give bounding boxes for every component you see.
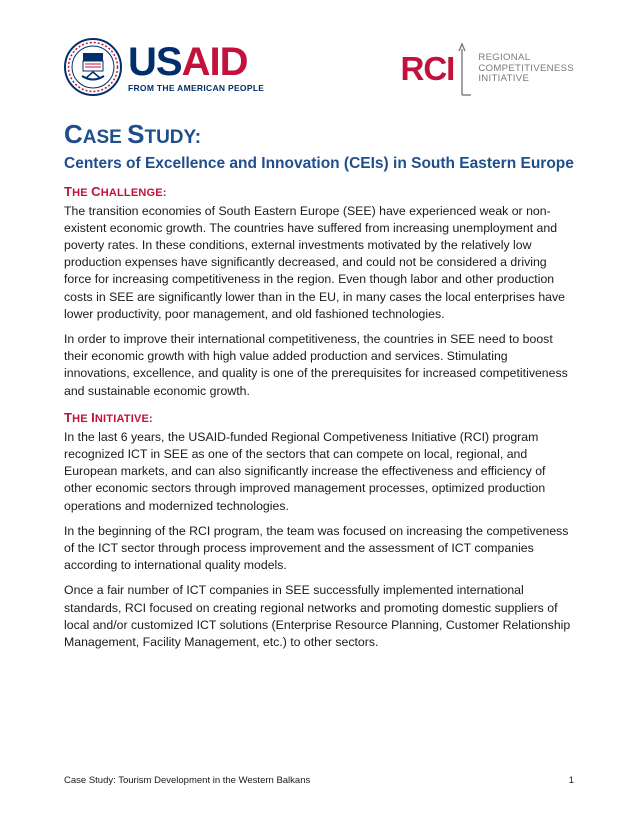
rci-name: REGIONAL COMPETITIVENESS INITIATIVE (478, 52, 574, 85)
paragraph: Once a fair number of ICT companies in SEE successfully implemented international standards, RCI focused on creating regional networks and promoting domestic suppliers of local and/or customized ICT solutions (Enterprise Resource Planning, Customer Relationship Management, Facility Management, etc.) to other sectors. (64, 583, 571, 649)
paragraph: In the last 6 years, the USAID-funded Regional Competiveness Initiative (RCI) program recognized ICT in SEE as one of the sectors that can compete on local, regional, and European markets, and can also significantly increase the effectiveness and efficiency of other economic sectors through improved management processes, optimized production operations and modernized technologies. (64, 429, 546, 513)
rci-logo (401, 38, 575, 100)
footer-text: Case Study: Tourism Development in the Western Balkans (64, 775, 311, 786)
page-subtitle: Centers of Excellence and Innovation (CEIs) in South Eastern Europe (64, 155, 574, 172)
section-heading-challenge: THE CHALLENGE: (64, 183, 167, 199)
usaid-tagline: FROM THE AMERICAN PEOPLE (128, 82, 265, 93)
usaid-seal-icon (64, 38, 122, 96)
header-logos (64, 38, 574, 108)
paragraph: In order to improve their international competitiveness, the countries in SEE need to boost their economic growth with high value added production and services. Stimulating innovations, excellence, and quality is one of the prerequisites for increased competitiveness and sustainable economic growth. (64, 331, 568, 398)
page-title: CASE STUDY: (64, 119, 202, 149)
paragraph: The transition economies of South Eastern Europe (SEE) have experienced weak or non-existent economic growth. The countries have suffered from increasing unemployment and poverty rates. In these conditions, external investments motivated by the relatively low production expenses have significantly decreased, and could not be considered a driving force for increasing competitiveness in the region. Even though labor and other production costs in SEE are significantly lower than in the EU, in many cases the local enterprises have lower productivity, poor management, and old fashioned technologies. (64, 203, 566, 321)
paragraph: In the beginning of the RCI program, the team was focused on increasing the competiveness of the ICT sector through process improvement and the assessment of ICT companies according to international quality models. (64, 523, 569, 573)
rci-arrow-icon (458, 41, 474, 97)
usaid-logo (64, 38, 264, 96)
rci-wordmark: RCI (400, 50, 455, 87)
page-number: 1 (568, 775, 574, 786)
page-footer (64, 775, 574, 786)
usaid-wordmark: USAID (128, 39, 248, 84)
section-heading-initiative: THE INITIATIVE: (64, 409, 153, 425)
document-body (64, 120, 574, 659)
